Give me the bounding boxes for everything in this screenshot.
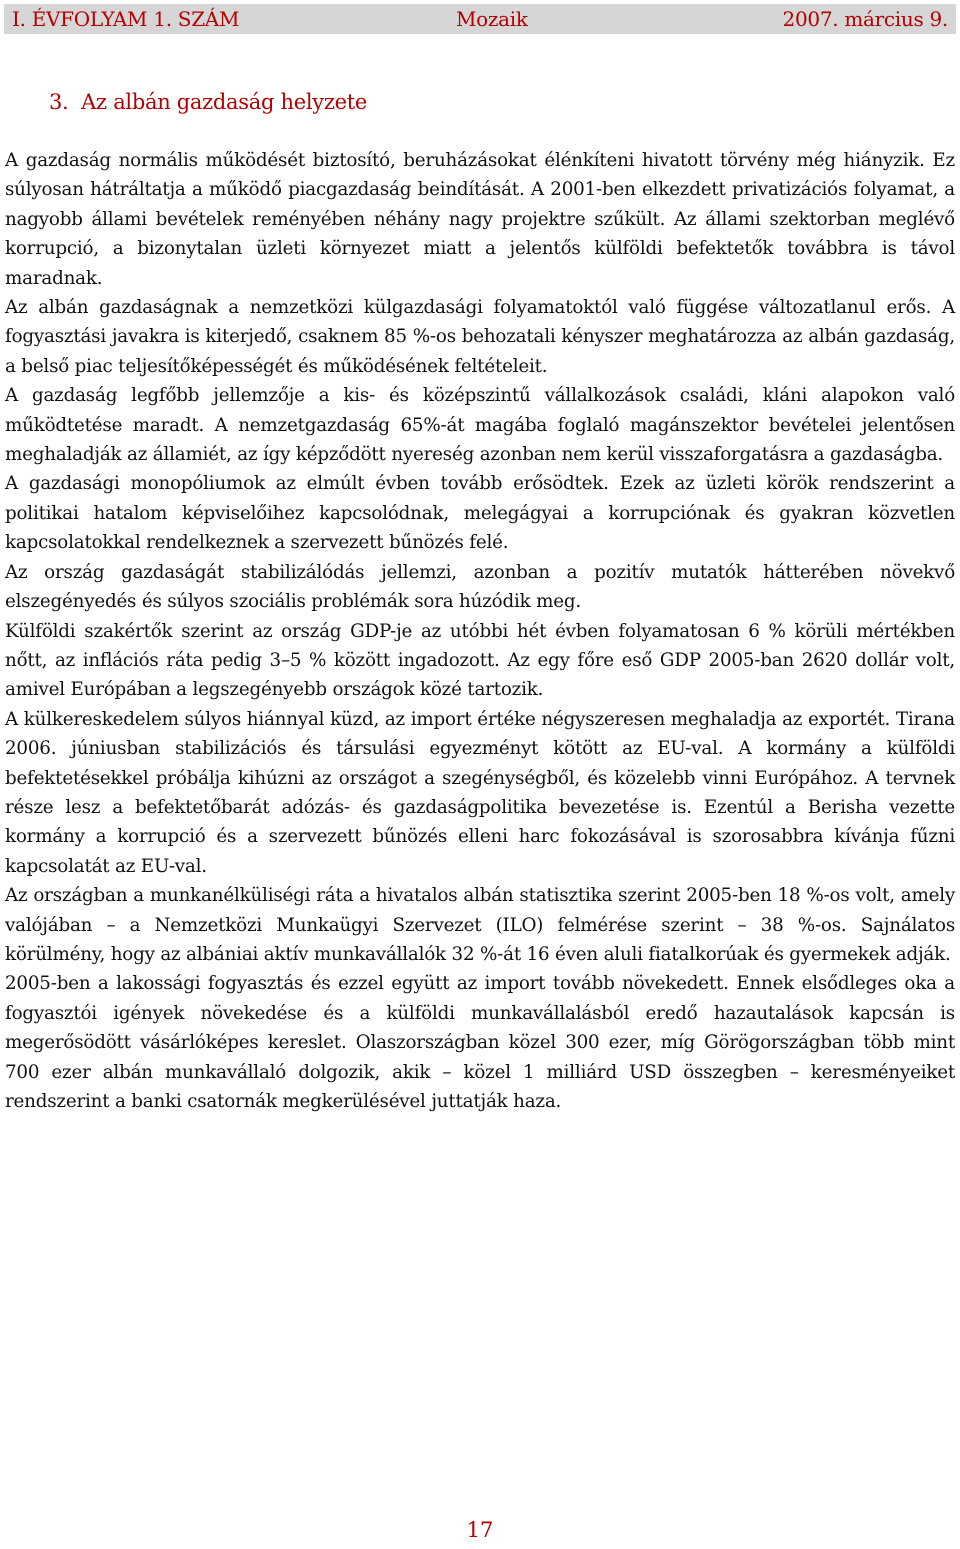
paragraph: A gazdaság normális működését biztosító, beruházásokat élénkíteni hivatott törvény még hiányzik. Ez súlyosan hátráltatja a működő piacgazdaság beindítását. A 2001-ben elkezdett privatizációs folyamat, a nagyobb állami bevételek reményében néhány nagy projektre szűkült. Az állami szektorban meglévő korrupció, a bizonytalan üzleti környezet miatt a jelentős külföldi befektetők továbbra is távol maradnak. (5, 150, 955, 289)
header-volume: I. ÉVFOLYAM 1. SZÁM (12, 7, 240, 31)
paragraph: A gazdasági monopóliumok az elmúlt évben tovább erősödtek. Ezek az üzleti körök rendszerint a politikai hatalom képviselőihez kapcsolódnak, melegágyai a korrupciónak és gyakran közvetlen kapcsolatokkal rendelkeznek a szervezett bűnözés felé. (5, 473, 955, 554)
page-header (4, 4, 956, 34)
article-title: 3. Az albán gazdaság helyzete (49, 90, 367, 114)
header-section: Mozaik (456, 7, 528, 31)
paragraph: A külkereskedelem súlyos hiánnyal küzd, az import értéke négyszeresen meghaladja az exportét. Tirana 2006. júniusban stabilizációs és társulási egyezményt kötött az EU-val. A kormány a külföldi befektetésekkel próbálja kihúzni az országot a szegénységből, és közelebb vinni Európához. A tervnek része lesz a befektetőbarát adózás- és gazdaságpolitika bevezetése is. Ezentúl a Berisha vezette kormány a korrupció és a szervezett bűnözés elleni harc fokozásával is szorosabbra kívánja fűzni kapcsolatát az EU-val. (5, 708, 955, 877)
paragraph: Az ország gazdaságát stabilizálódás jellemzi, azonban a pozitív mutatók hátterében növekvő elszegényedés és súlyos szociális problémák sora húzódik meg. (5, 561, 955, 613)
paragraph: Az országban a munkanélküliségi ráta a hivatalos albán statisztika szerint 2005-ben 18 %-os volt, amely valójában – a Nemzetközi Munkaügyi Szervezet (ILO) felmérése szerint – 38 %-os. Sajnálatos körülmény, hogy az albániai aktív munkavállalók 32 %-át 16 éven aluli fiatalkorúak és gyermekek adják. (5, 885, 955, 965)
paragraph: 2005-ben a lakossági fogyasztás és ezzel együtt az import tovább növekedett. Ennek elsődleges oka a fogyasztói igények növekedése és a külföldi munkavállalásból eredő hazautalások kapcsán is megerősödött vásárlóképes kereslet. Olaszországban közel 300 ezer, míg Görögországban több mint 700 ezer albán munkavállaló dolgozik, akik – közel 1 milliárd USD összegben – keresményeiket rendszerint a banki csatornák megkerülésével juttatják haza. (5, 973, 955, 1112)
paragraph: A gazdaság legfőbb jellemzője a kis- és középszintű vállalkozások családi, kláni alapokon való működtetése maradt. A nemzetgazdaság 65%-át magába foglaló magánszektor bevételei jelentősen meghaladják az államiét, az így képződött nyereség azonban nem kerül visszaforgatásra a gazdaságba. (5, 385, 955, 466)
article-body (5, 146, 955, 1116)
paragraph: Az albán gazdaságnak a nemzetközi külgazdasági folyamatoktól való függése változatlanul erős. A fogyasztási javakra is kiterjedő, csaknem 85 %-os behozatali kényszer meghatározza az albán gazdaság, a belső piac teljesítőképességét és működésének feltételeit. (5, 297, 955, 377)
paragraph: Külföldi szakértők szerint az ország GDP-je az utóbbi hét évben folyamatosan 6 % körüli mértékben nőtt, az inflációs ráta pedig 3–5 % között ingadozott. Az egy főre eső GDP 2005-ban 2620 dollár volt, amivel Európában a legszegényebb országok közé tartozik. (5, 620, 955, 701)
header-date: 2007. március 9. (782, 7, 948, 31)
page-number: 17 (466, 1518, 494, 1542)
